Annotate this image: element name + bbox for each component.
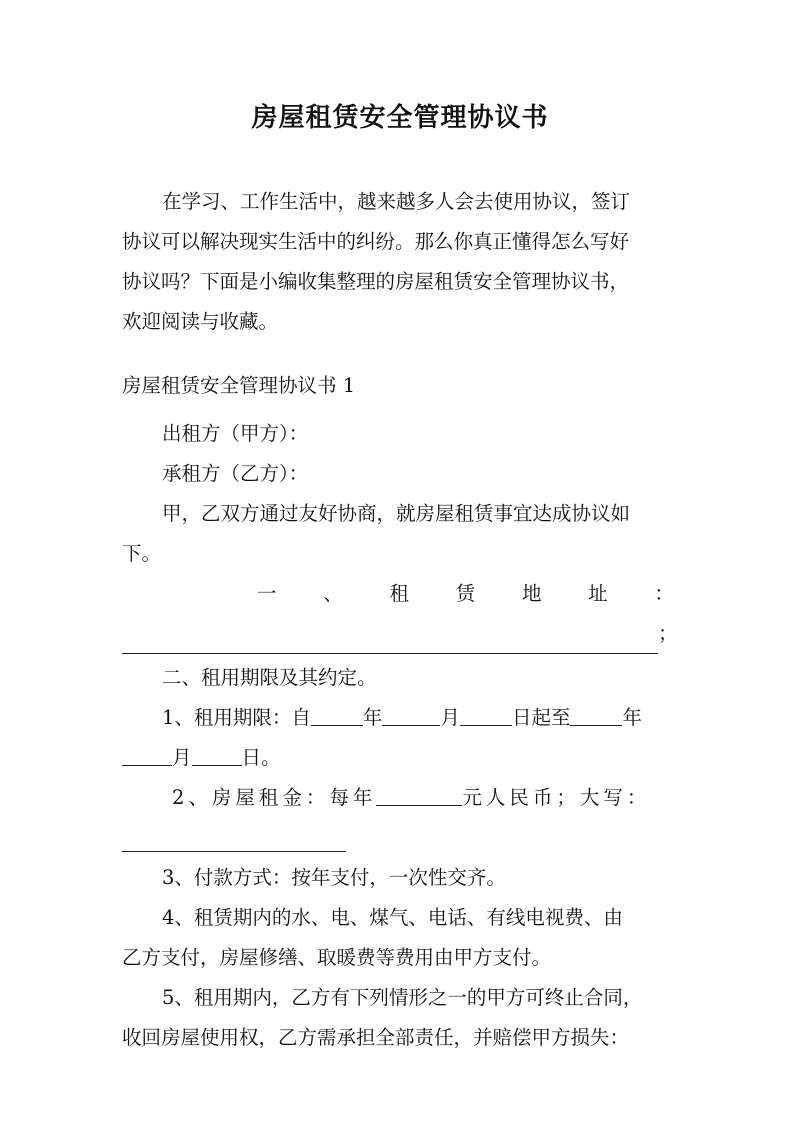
address-blank-line <box>122 614 690 654</box>
term-day-from: 日起至 <box>511 706 571 729</box>
term-month: 月 <box>440 706 460 729</box>
blank-day-2 <box>192 743 242 766</box>
term-line-1 <box>122 698 690 738</box>
blank-year-2 <box>570 703 622 726</box>
intro-line-4: 欢迎阅读与收藏。 <box>122 310 279 333</box>
party-a-line: 出租方（甲方）： <box>162 422 309 445</box>
term-prefix: 1、租用期限：自 <box>162 706 311 729</box>
document-title: 房屋租赁安全管理协议书 <box>251 103 549 133</box>
address-heading <box>122 574 690 614</box>
document-body <box>122 182 690 1058</box>
rent-capital-blank <box>122 823 346 852</box>
clause-2: 二、租用期限及其约定。 <box>162 666 377 689</box>
address-blank <box>122 625 658 654</box>
address-char: 、 <box>323 582 343 605</box>
blank-day <box>460 703 512 726</box>
clause-5-line-2: 收回房屋使用权，乙方需承担全部责任，并赔偿甲方损失： <box>122 1026 630 1049</box>
address-end: ； <box>658 622 678 645</box>
term-month-2: 月 <box>172 746 192 769</box>
term-year-2: 年 <box>622 706 642 729</box>
section-heading: 房屋租赁安全管理协议书 1 <box>122 374 356 397</box>
clause-4-line-1: 4、租赁期内的水、电、煤气、电话、有线电视费、由 <box>162 906 623 929</box>
term-line-2 <box>122 738 690 778</box>
intro-line-3: 协议吗？下面是小编收集整理的房屋租赁安全管理协议书， <box>122 270 630 293</box>
intro-line-1: 在学习、工作生活中，越来越多人会去使用协议，签订 <box>162 190 631 213</box>
clause-3: 3、付款方式：按年支付，一次性交齐。 <box>162 866 506 889</box>
address-char: 租 <box>389 582 409 605</box>
address-char: 一 <box>257 582 277 605</box>
blank-month-2 <box>122 743 172 766</box>
clause-5-line-1: 5、租用期内，乙方有下列情形之一的甲方可终止合同， <box>162 986 643 1009</box>
agreement-line-2: 下。 <box>122 542 162 565</box>
intro-line-2: 协议可以解决现实生活中的纠纷。那么你真正懂得怎么写好 <box>122 230 630 253</box>
blank-year <box>311 703 363 726</box>
term-year: 年 <box>362 706 383 729</box>
rent-mid: 元人民币；大写： <box>462 786 651 809</box>
agreement-line-1: 甲，乙双方通过友好协商，就房屋租赁事宜达成协议如 <box>162 502 631 525</box>
rent-prefix: 2、房屋租金：每年 <box>172 786 377 809</box>
address-char: 址 <box>588 582 608 605</box>
party-b-line: 承租方（乙方）： <box>162 462 309 485</box>
spacer <box>122 400 690 414</box>
address-char: 地 <box>521 582 542 605</box>
rent-blank-line <box>122 818 690 852</box>
blank-rent-amount <box>376 783 462 806</box>
term-day-2: 日。 <box>241 746 281 769</box>
address-char: ： <box>654 582 674 605</box>
blank-month <box>382 703 440 726</box>
address-char: 赁 <box>455 582 476 605</box>
spacer <box>122 342 690 372</box>
rent-line-1 <box>122 778 690 818</box>
clause-4-line-2: 乙方支付，房屋修缮、取暖费等费用由甲方支付。 <box>122 946 552 969</box>
